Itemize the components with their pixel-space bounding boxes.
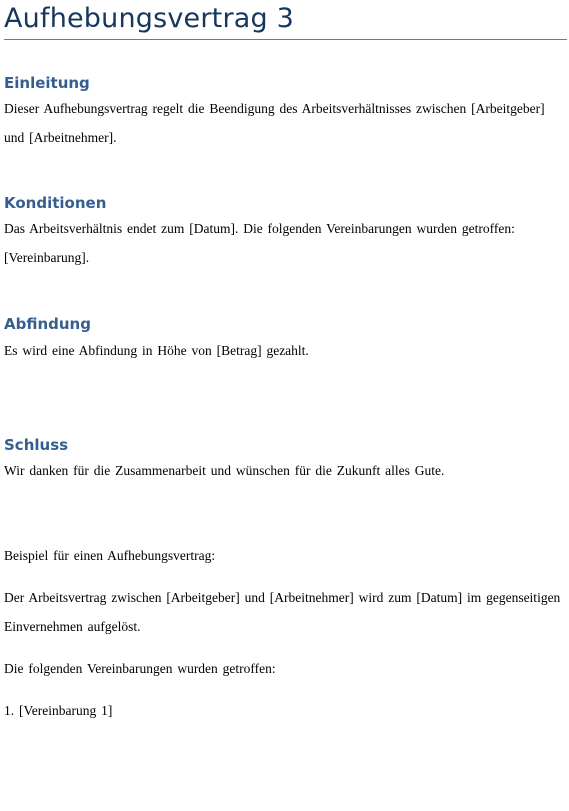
list-item-vereinbarung-1: 1. [Vereinbarung 1]	[4, 703, 113, 718]
heading-abfindung: Abfindung	[4, 315, 91, 333]
heading-konditionen: Konditionen	[4, 194, 107, 212]
heading-einleitung: Einleitung	[4, 74, 90, 92]
paragraph-einleitung: Dieser Aufhebungsvertrag regelt die Beendigung des Arbeitsverhältnisses zwischen [Arbeitgeber] und [Arbeitnehmer].	[4, 101, 545, 145]
paragraph-beispiel-vertrag: Der Arbeitsvertrag zwischen [Arbeitgeber] und [Arbeitnehmer] wird zum [Datum] im gegenseitigen Einvernehmen aufgelöst.	[4, 590, 561, 634]
paragraph-konditionen: Das Arbeitsverhältnis endet zum [Datum]. Die folgenden Vereinbarungen wurden getroffen: [Vereinbarung].	[4, 221, 515, 265]
paragraph-beispiel-intro: Beispiel für einen Aufhebungsvertrag:	[4, 548, 216, 563]
paragraph-schluss: Wir danken für die Zusammenarbeit und wünschen für die Zukunft alles Gute.	[4, 463, 445, 478]
heading-schluss: Schluss	[4, 436, 69, 454]
paragraph-vereinbarungen-intro: Die folgenden Vereinbarungen wurden getroffen:	[4, 661, 276, 676]
paragraph-abfindung: Es wird eine Abfindung in Höhe von [Betrag] gezahlt.	[4, 343, 309, 358]
document-title: Aufhebungsvertrag 3	[4, 3, 295, 34]
title-underline	[4, 39, 567, 40]
